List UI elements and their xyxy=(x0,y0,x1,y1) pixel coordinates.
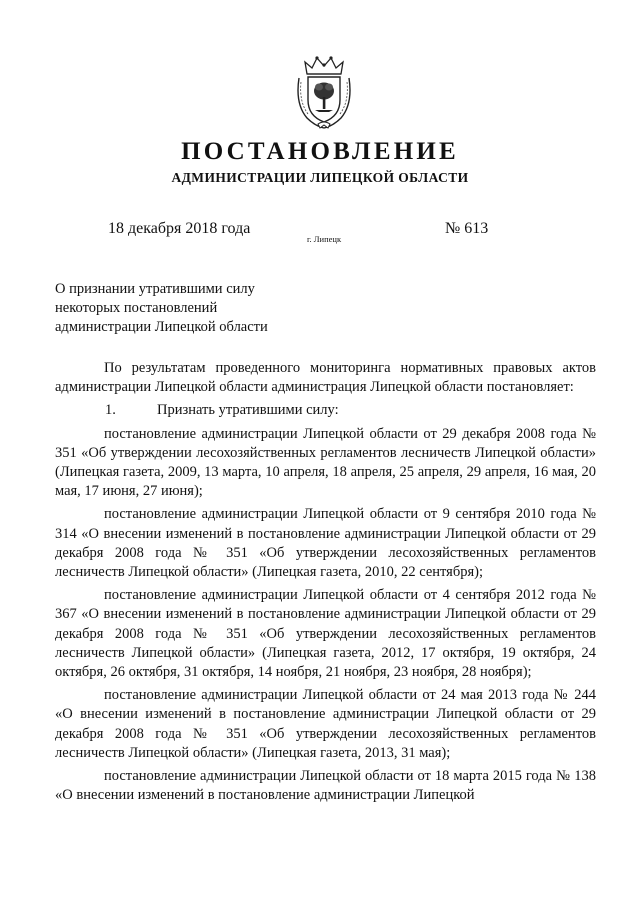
document-city: г. Липецк xyxy=(307,234,342,244)
repealed-act-entry: постановление администрации Липецкой области от 24 мая 2013 года № 244 «О внесении изменений в постановление администрации Липецкой области от 29 декабря 2008 года № 351 «Об утверждении лесохозяйственных регламентов лесничеств Липецкой области» (Липецкая газета, 2013, 31 мая); xyxy=(55,687,596,761)
item-number: 1. xyxy=(105,402,116,419)
list-item-1 xyxy=(55,401,596,420)
intro-paragraph: По результатам проведенного мониторинга нормативных правовых актов администрации Липецкой области администрация Липецкой области постановляет: xyxy=(55,360,596,396)
repealed-act-entry: постановление администрации Липецкой области от 29 декабря 2008 года № 351 «Об утверждении лесохозяйственных регламентов лесничеств Липецкой области» (Липецкая газета, 2009, 13 марта, 10 апреля, 18 апреля, 25 апреля, 29 апреля, 16 мая, 20 мая, 17 июня, 27 июня); xyxy=(55,425,596,500)
repealed-act-entry: постановление администрации Липецкой области от 18 марта 2015 года № 138 «О внесении изменений в постановление администрации Липецкой xyxy=(55,768,596,804)
item-text: Признать утратившими силу: xyxy=(157,402,339,419)
heading-line: администрации Липецкой области xyxy=(55,319,268,335)
document-heading xyxy=(55,280,268,337)
repealed-act-entry: постановление администрации Липецкой области от 9 сентября 2010 года № 314 «О внесении изменений в постановление администрации Липецкой области от 29 декабря 2008 года № 351 «Об утверждении лесохозяйственных регламентов лесничеств Липецкой области» (Липецкая газета, 2010, 22 сентября); xyxy=(55,506,596,581)
coat-of-arms-icon xyxy=(293,54,355,130)
document-number: № 613 xyxy=(445,220,489,237)
repealed-act-entry: постановление администрации Липецкой области от 4 сентября 2012 года № 367 «О внесении изменений в постановление администрации Липецкой области от 29 декабря 2008 года № 351 «Об утверждении лесохозяйственных регламентов лесничеств Липецкой области» (Липецкая газета, 2012, 17 октября, 19 октября, 24 октября, 26 октября, 31 октября, 14 ноября, 21 ноября, 23 ноября, 28 ноября); xyxy=(55,587,596,681)
document-title: ПОСТАНОВЛЕНИЕ xyxy=(181,138,459,165)
document-body xyxy=(55,359,596,805)
document-date: 18 декабря 2018 года xyxy=(108,220,251,237)
document-issuer: АДМИНИСТРАЦИИ ЛИПЕЦКОЙ ОБЛАСТИ xyxy=(171,170,469,185)
heading-line: О признании утратившими силу xyxy=(55,281,255,297)
heading-line: некоторых постановлений xyxy=(55,300,218,316)
